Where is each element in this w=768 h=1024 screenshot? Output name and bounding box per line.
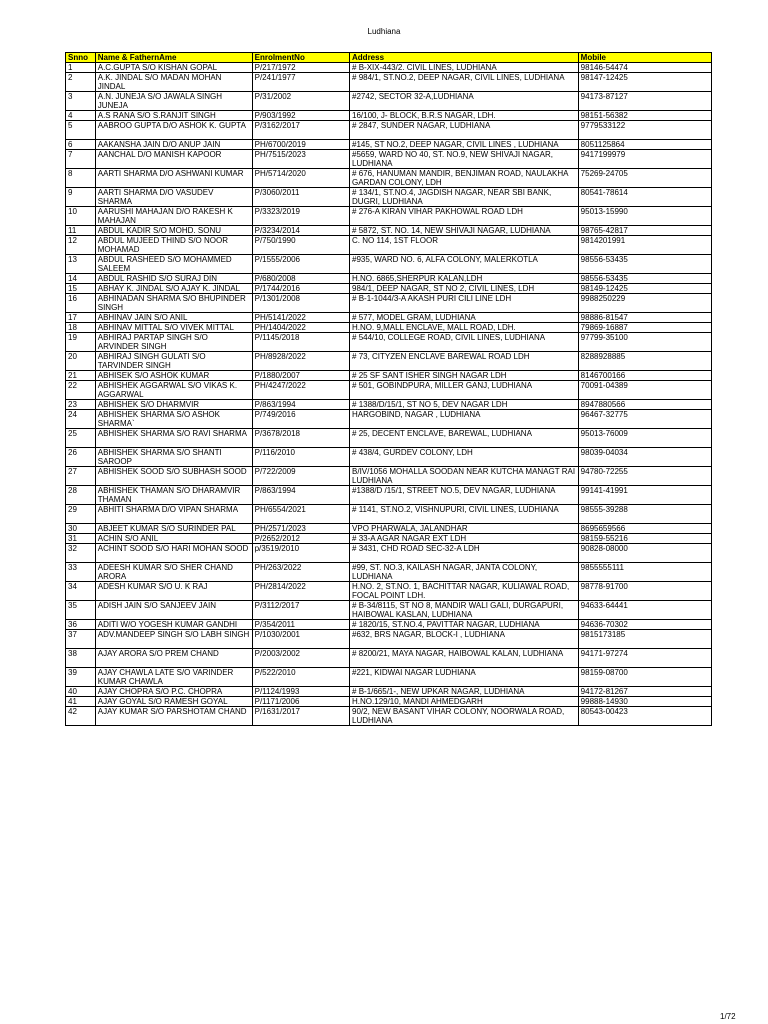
table-row — [66, 381, 712, 400]
cell-address: # B-34/8115, ST NO 8, MANDIR WALI GALI, DURGAPURI, HAIBOWAL KASLAN, LUDHIANA — [350, 601, 579, 620]
cell-enrolment: P/3112/2017 — [252, 601, 349, 620]
cell-snno: 10 — [66, 207, 96, 226]
table-row — [66, 630, 712, 649]
column-header-address: Address — [350, 53, 579, 63]
column-header-mobile: Mobile — [578, 53, 711, 63]
cell-enrolment: p/3519/2010 — [252, 544, 349, 563]
cell-snno: 15 — [66, 284, 96, 294]
column-header-enrolment: EnrolmentNo — [252, 53, 349, 63]
cell-snno: 37 — [66, 630, 96, 649]
cell-mobile: 94636-70302 — [578, 620, 711, 630]
cell-enrolment: PH/6700/2019 — [252, 140, 349, 150]
cell-mobile: 8947880566 — [578, 400, 711, 410]
cell-snno: 21 — [66, 371, 96, 381]
cell-snno: 31 — [66, 534, 96, 544]
table-row — [66, 188, 712, 207]
cell-mobile: 98555-39288 — [578, 505, 711, 524]
cell-name: ADITI W/O YOGESH KUMAR GANDHI — [95, 620, 252, 630]
cell-snno: 5 — [66, 121, 96, 140]
cell-name: AJAY CHOPRA S/O P.C. CHOPRA — [95, 687, 252, 697]
cell-enrolment: P/3060/2011 — [252, 188, 349, 207]
cell-name: A.N. JUNEJA S/O JAWALA SINGH JUNEJA — [95, 92, 252, 111]
cell-mobile: 79869-16887 — [578, 323, 711, 333]
cell-enrolment: P/863/1994 — [252, 486, 349, 505]
cell-name: ABJEET KUMAR S/O SURINDER PAL — [95, 524, 252, 534]
header-row — [66, 53, 712, 63]
table-row — [66, 73, 712, 92]
cell-address: # 438/4, GURDEV COLONY, LDH — [350, 448, 579, 467]
table-row — [66, 323, 712, 333]
cell-enrolment: PH/1404/2022 — [252, 323, 349, 333]
cell-address: # 1141, ST.NO.2, VISHNUPURI, CIVIL LINES, LUDHIANA — [350, 505, 579, 524]
cell-name: AANCHAL D/O MANISH KAPOOR — [95, 150, 252, 169]
cell-address: # 25, DECENT ENCLAVE, BAREWAL, LUDHIANA — [350, 429, 579, 448]
cell-mobile: 94172-81267 — [578, 687, 711, 697]
cell-name: AARTI SHARMA D/O ASHWANI KUMAR — [95, 169, 252, 188]
cell-snno: 28 — [66, 486, 96, 505]
column-header-name: Name & FathernAme — [95, 53, 252, 63]
cell-snno: 32 — [66, 544, 96, 563]
cell-address: # 276-A KIRAN VIHAR PAKHOWAL ROAD LDH — [350, 207, 579, 226]
cell-name: AJAY KUMAR S/O PARSHOTAM CHAND — [95, 707, 252, 726]
cell-address: # B-1-1044/3-A AKASH PURI CILI LINE LDH — [350, 294, 579, 313]
cell-snno: 40 — [66, 687, 96, 697]
cell-enrolment: P/749/2016 — [252, 410, 349, 429]
table-row — [66, 92, 712, 111]
cell-name: ABHISHEK SHARMA S/O RAVI SHARMA — [95, 429, 252, 448]
cell-address: #935, WARD NO. 6, ALFA COLONY, MALERKOTLA — [350, 255, 579, 274]
table-row — [66, 486, 712, 505]
table-row — [66, 169, 712, 188]
cell-mobile: 95013-76009 — [578, 429, 711, 448]
table-row — [66, 687, 712, 697]
cell-snno: 4 — [66, 111, 96, 121]
cell-address: # 1820/15, ST.NO.4, PAVITTAR NAGAR, LUDHIANA — [350, 620, 579, 630]
cell-enrolment: P/241/1977 — [252, 73, 349, 92]
cell-name: ABDUL MUJEED THIND S/O NOOR MOHAMAD — [95, 236, 252, 255]
cell-mobile: 99888-14930 — [578, 697, 711, 707]
cell-enrolment: PH/6554/2021 — [252, 505, 349, 524]
cell-name: ABDUL KADIR S/O MOHD. SONU — [95, 226, 252, 236]
table-row — [66, 284, 712, 294]
cell-enrolment: P/1030/2001 — [252, 630, 349, 649]
cell-mobile: 9988250229 — [578, 294, 711, 313]
cell-snno: 2 — [66, 73, 96, 92]
table-row — [66, 410, 712, 429]
cell-snno: 33 — [66, 563, 96, 582]
table-row — [66, 601, 712, 620]
cell-enrolment: P/1145/2018 — [252, 333, 349, 352]
cell-enrolment: PH/4247/2022 — [252, 381, 349, 400]
table-row — [66, 505, 712, 524]
cell-name: AJAY ARORA S/O PREM CHAND — [95, 649, 252, 668]
cell-name: ABHISHEK S/O DHARMVIR — [95, 400, 252, 410]
cell-enrolment: P/2652/2012 — [252, 534, 349, 544]
cell-enrolment: P/1124/1993 — [252, 687, 349, 697]
cell-address: # 984/1, ST.NO.2, DEEP NAGAR, CIVIL LINES, LUDHIANA — [350, 73, 579, 92]
cell-mobile: 8288928885 — [578, 352, 711, 371]
advocates-table — [65, 52, 712, 726]
cell-snno: 34 — [66, 582, 96, 601]
cell-enrolment: PH/2814/2022 — [252, 582, 349, 601]
cell-address: 984/1, DEEP NAGAR, ST NO 2, CIVIL LINES, LDH — [350, 284, 579, 294]
cell-mobile: 98151-56382 — [578, 111, 711, 121]
table-row — [66, 313, 712, 323]
cell-enrolment: P/863/1994 — [252, 400, 349, 410]
cell-address: VPO PHARWALA, JALANDHAR — [350, 524, 579, 534]
cell-mobile: 95013-15990 — [578, 207, 711, 226]
table-row — [66, 429, 712, 448]
cell-mobile: 9815173185 — [578, 630, 711, 649]
cell-address: #632, BRS NAGAR, BLOCK-I , LUDHIANA — [350, 630, 579, 649]
table-row — [66, 400, 712, 410]
cell-name: ABHIRAJ PARTAP SINGH S/O ARVINDER SINGH — [95, 333, 252, 352]
cell-snno: 12 — [66, 236, 96, 255]
cell-address: # 33-A AGAR NAGAR EXT LDH — [350, 534, 579, 544]
cell-address: # 501, GOBINDPURA, MILLER GANJ, LUDHIANA — [350, 381, 579, 400]
cell-name: ACHINT SOOD S/O HARI MOHAN SOOD — [95, 544, 252, 563]
cell-enrolment: PH/5714/2020 — [252, 169, 349, 188]
cell-snno: 23 — [66, 400, 96, 410]
cell-snno: 42 — [66, 707, 96, 726]
cell-enrolment: P/31/2002 — [252, 92, 349, 111]
cell-mobile: 99141-41991 — [578, 486, 711, 505]
cell-enrolment: P/1171/2006 — [252, 697, 349, 707]
cell-name: ABHIRAJ SINGH GULATI S/O TARVINDER SINGH — [95, 352, 252, 371]
cell-mobile: 9417199979 — [578, 150, 711, 169]
cell-address: # 8200/21, MAYA NAGAR, HAIBOWAL KALAN, LUDHIANA — [350, 649, 579, 668]
cell-name: ABHINAV JAIN S/O ANIL — [95, 313, 252, 323]
cell-address: #99, ST. NO.3, KAILASH NAGAR, JANTA COLONY, LUDHIANA — [350, 563, 579, 582]
cell-snno: 17 — [66, 313, 96, 323]
table-row — [66, 524, 712, 534]
cell-name: A.K. JINDAL S/O MADAN MOHAN JINDAL — [95, 73, 252, 92]
cell-enrolment: PH/263/2022 — [252, 563, 349, 582]
cell-snno: 16 — [66, 294, 96, 313]
cell-snno: 39 — [66, 668, 96, 687]
cell-enrolment: P/680/2008 — [252, 274, 349, 284]
table-row — [66, 448, 712, 467]
cell-enrolment: P/1301/2008 — [252, 294, 349, 313]
cell-enrolment: P/1744/2016 — [252, 284, 349, 294]
cell-address: #145, ST NO.2, DEEP NAGAR, CIVIL LINES , LUDHIANA — [350, 140, 579, 150]
table-row — [66, 352, 712, 371]
cell-enrolment: P/3234/2014 — [252, 226, 349, 236]
cell-name: ABHISHEK SHARMA S/O SHANTI SAROOP — [95, 448, 252, 467]
cell-enrolment: P/3323/2019 — [252, 207, 349, 226]
cell-name: ABHISEK S/O ASHOK KUMAR — [95, 371, 252, 381]
cell-name: AJAY GOYAL S/O RAMESH GOYAL — [95, 697, 252, 707]
cell-snno: 13 — [66, 255, 96, 274]
cell-enrolment: P/3162/2017 — [252, 121, 349, 140]
cell-name: AJAY CHAWLA LATE S/O VARINDER KUMAR CHAWLA — [95, 668, 252, 687]
cell-snno: 38 — [66, 649, 96, 668]
cell-mobile: 8051125864 — [578, 140, 711, 150]
table-row — [66, 255, 712, 274]
cell-snno: 29 — [66, 505, 96, 524]
table-row — [66, 121, 712, 140]
cell-name: ABHITI SHARMA D/O VIPAN SHARMA — [95, 505, 252, 524]
cell-enrolment: P/2003/2002 — [252, 649, 349, 668]
cell-mobile: 70091-04389 — [578, 381, 711, 400]
cell-snno: 1 — [66, 63, 96, 73]
cell-address: 90/2, NEW BASANT VIHAR COLONY, NOORWALA ROAD, LUDHIANA — [350, 707, 579, 726]
cell-address: # 676, HANUMAN MANDIR, BENJIMAN ROAD, NAULAKHA GARDAN COLONY, LDH — [350, 169, 579, 188]
cell-mobile: 98765-42817 — [578, 226, 711, 236]
table-row — [66, 620, 712, 630]
cell-snno: 35 — [66, 601, 96, 620]
cell-mobile: 98159-08700 — [578, 668, 711, 687]
table-row — [66, 697, 712, 707]
cell-mobile: 96467-32775 — [578, 410, 711, 429]
cell-name: ADESH KUMAR S/O U. K RAJ — [95, 582, 252, 601]
cell-snno: 3 — [66, 92, 96, 111]
column-header-snno: Snno — [66, 53, 96, 63]
cell-snno: 19 — [66, 333, 96, 352]
cell-name: ABHINAV MITTAL S/O VIVEK MITTAL — [95, 323, 252, 333]
cell-snno: 11 — [66, 226, 96, 236]
table-row — [66, 707, 712, 726]
cell-address: H.NO. 6865,SHERPUR KALAN,LDH — [350, 274, 579, 284]
cell-mobile: 94173-87127 — [578, 92, 711, 111]
cell-enrolment: P/354/2011 — [252, 620, 349, 630]
cell-address: # 134/1, ST.NO.4, JAGDISH NAGAR, NEAR SBI BANK, DUGRI, LUDHIANA — [350, 188, 579, 207]
table-row — [66, 668, 712, 687]
cell-enrolment: P/1555/2006 — [252, 255, 349, 274]
cell-snno: 24 — [66, 410, 96, 429]
table-row — [66, 649, 712, 668]
cell-name: AABROO GUPTA D/O ASHOK K. GUPTA — [95, 121, 252, 140]
page-number: 1/72 — [720, 1012, 736, 1021]
cell-name: ADEESH KUMAR S/O SHER CHAND ARORA — [95, 563, 252, 582]
cell-name: ABHINADAN SHARMA S/O BHUPINDER SINGH — [95, 294, 252, 313]
table-row — [66, 111, 712, 121]
cell-mobile: 75269-24705 — [578, 169, 711, 188]
cell-address: H.NO. 2, ST.NO. 1, BACHITTAR NAGAR, KULIAWAL ROAD, FOCAL POINT LDH. — [350, 582, 579, 601]
cell-mobile: 98556-53435 — [578, 274, 711, 284]
cell-snno: 20 — [66, 352, 96, 371]
cell-snno: 30 — [66, 524, 96, 534]
cell-address: HARGOBIND, NAGAR , LUDHIANA — [350, 410, 579, 429]
table-row — [66, 582, 712, 601]
cell-mobile: 9814201991 — [578, 236, 711, 255]
cell-name: A.C.GUPTA S/O KISHAN GOPAL — [95, 63, 252, 73]
table-row — [66, 467, 712, 486]
cell-address: # 1388/D/15/1, ST NO 5, DEV NAGAR LDH — [350, 400, 579, 410]
cell-name: ADV.MANDEEP SINGH S/O LABH SINGH — [95, 630, 252, 649]
cell-mobile: 94171-97274 — [578, 649, 711, 668]
cell-mobile: 8146700166 — [578, 371, 711, 381]
cell-enrolment: P/116/2010 — [252, 448, 349, 467]
cell-name: ABDUL RASHEED S/O MOHAMMED SALEEM — [95, 255, 252, 274]
cell-address: C. NO 114, 1ST FLOOR — [350, 236, 579, 255]
cell-name: ABHISHEK AGGARWAL S/O VIKAS K. AGGARWAL — [95, 381, 252, 400]
cell-enrolment: PH/2571/2023 — [252, 524, 349, 534]
cell-mobile: 98147-12425 — [578, 73, 711, 92]
cell-address: H.NO.129/10, MANDI AHMEDGARH — [350, 697, 579, 707]
cell-enrolment: P/522/2010 — [252, 668, 349, 687]
cell-enrolment: P/1880/2007 — [252, 371, 349, 381]
cell-enrolment: P/903/1992 — [252, 111, 349, 121]
cell-mobile: 97799-35100 — [578, 333, 711, 352]
cell-address: H.NO. 9,MALL ENCLAVE, MALL ROAD, LDH. — [350, 323, 579, 333]
table-row — [66, 140, 712, 150]
cell-enrolment: PH/7515/2023 — [252, 150, 349, 169]
cell-name: ABDUL RASHID S/O SURAJ DIN — [95, 274, 252, 284]
table-body — [66, 63, 712, 726]
cell-enrolment: P/3678/2018 — [252, 429, 349, 448]
cell-mobile: 98149-12425 — [578, 284, 711, 294]
cell-snno: 8 — [66, 169, 96, 188]
cell-snno: 14 — [66, 274, 96, 284]
table-row — [66, 294, 712, 313]
cell-mobile: 94633-64441 — [578, 601, 711, 620]
cell-address: # 544/10, COLLEGE ROAD, CIVIL LINES, LUDHIANA — [350, 333, 579, 352]
cell-snno: 36 — [66, 620, 96, 630]
cell-address: # B-XIX-443/2. CIVIL LINES, LUDHIANA — [350, 63, 579, 73]
cell-name: AAKANSHA JAIN D/O ANUP JAIN — [95, 140, 252, 150]
cell-address: #1388/D /15/1, STREET NO.5, DEV NAGAR, LUDHIANA — [350, 486, 579, 505]
cell-address: #221, KIDWAI NAGAR LUDHIANA — [350, 668, 579, 687]
cell-snno: 7 — [66, 150, 96, 169]
cell-snno: 18 — [66, 323, 96, 333]
cell-snno: 6 — [66, 140, 96, 150]
table-row — [66, 150, 712, 169]
cell-mobile: 98778-91700 — [578, 582, 711, 601]
cell-mobile: 80543-00423 — [578, 707, 711, 726]
cell-name: ACHIN S/O ANIL — [95, 534, 252, 544]
cell-mobile: 8695659566 — [578, 524, 711, 534]
page-title: Ludhiana — [367, 27, 401, 36]
cell-snno: 41 — [66, 697, 96, 707]
cell-snno: 9 — [66, 188, 96, 207]
cell-snno: 27 — [66, 467, 96, 486]
cell-address: #2742, SECTOR 32-A,LUDHIANA — [350, 92, 579, 111]
cell-address: # 2847, SUNDER NAGAR, LUDHIANA — [350, 121, 579, 140]
cell-name: ABHISHEK SHARMA S/O ASHOK SHARMA` — [95, 410, 252, 429]
table-row — [66, 333, 712, 352]
cell-name: ABHISHEK THAMAN S/O DHARAMVIR THAMAN — [95, 486, 252, 505]
cell-mobile: 9779533122 — [578, 121, 711, 140]
cell-mobile: 98146-54474 — [578, 63, 711, 73]
cell-name: A.S RANA S/O S.RANJIT SINGH — [95, 111, 252, 121]
cell-snno: 22 — [66, 381, 96, 400]
cell-mobile: 98159-55216 — [578, 534, 711, 544]
cell-address: # 5872, ST. NO. 14, NEW SHIVAJI NAGAR, LUDHIANA — [350, 226, 579, 236]
cell-name: AARTI SHARMA D/O VASUDEV SHARMA — [95, 188, 252, 207]
cell-name: ADISH JAIN S/O SANJEEV JAIN — [95, 601, 252, 620]
cell-name: ABHISHEK SOOD S/O SUBHASH SOOD — [95, 467, 252, 486]
table-row — [66, 563, 712, 582]
table-row — [66, 236, 712, 255]
cell-address: # B-1/665/1-, NEW UPKAR NAGAR, LUDHIANA — [350, 687, 579, 697]
cell-enrolment: P/217/1972 — [252, 63, 349, 73]
cell-address: # 3431, CHD ROAD SEC-32-A LDH — [350, 544, 579, 563]
cell-mobile: 98886-81547 — [578, 313, 711, 323]
cell-address: # 25 SF SANT ISHER SINGH NAGAR LDH — [350, 371, 579, 381]
table-row — [66, 371, 712, 381]
table-row — [66, 274, 712, 284]
table-row — [66, 226, 712, 236]
cell-address: 16/100, J- BLOCK, B.R.S NAGAR, LDH. — [350, 111, 579, 121]
cell-enrolment: P/750/1990 — [252, 236, 349, 255]
table-row — [66, 544, 712, 563]
table-row — [66, 207, 712, 226]
cell-name: ABHAY K. JINDAL S/O AJAY K. JINDAL — [95, 284, 252, 294]
cell-snno: 26 — [66, 448, 96, 467]
cell-mobile: 98039-04034 — [578, 448, 711, 467]
cell-mobile: 80541-78614 — [578, 188, 711, 207]
cell-enrolment: P/722/2009 — [252, 467, 349, 486]
cell-name: AARUSHI MAHAJAN D/O RAKESH K MAHAJAN — [95, 207, 252, 226]
cell-address: #5659, WARD NO 40, ST. NO.9, NEW SHIVAJI NAGAR, LUDHIANA — [350, 150, 579, 169]
table-row — [66, 534, 712, 544]
cell-address: # 73, CITYZEN ENCLAVE BAREWAL ROAD LDH — [350, 352, 579, 371]
cell-mobile: 9855555111 — [578, 563, 711, 582]
cell-mobile: 94780-72255 — [578, 467, 711, 486]
cell-mobile: 90828-08000 — [578, 544, 711, 563]
cell-address: B/IV/1056 MOHALLA SOODAN NEAR KUTCHA MANAGT RAI LUDHIANA — [350, 467, 579, 486]
cell-snno: 25 — [66, 429, 96, 448]
cell-enrolment: PH/8928/2022 — [252, 352, 349, 371]
table-row — [66, 63, 712, 73]
cell-mobile: 98556-53435 — [578, 255, 711, 274]
cell-enrolment: PH/5141/2022 — [252, 313, 349, 323]
cell-enrolment: P/1631/2017 — [252, 707, 349, 726]
cell-address: # 577, MODEL GRAM, LUDHIANA — [350, 313, 579, 323]
